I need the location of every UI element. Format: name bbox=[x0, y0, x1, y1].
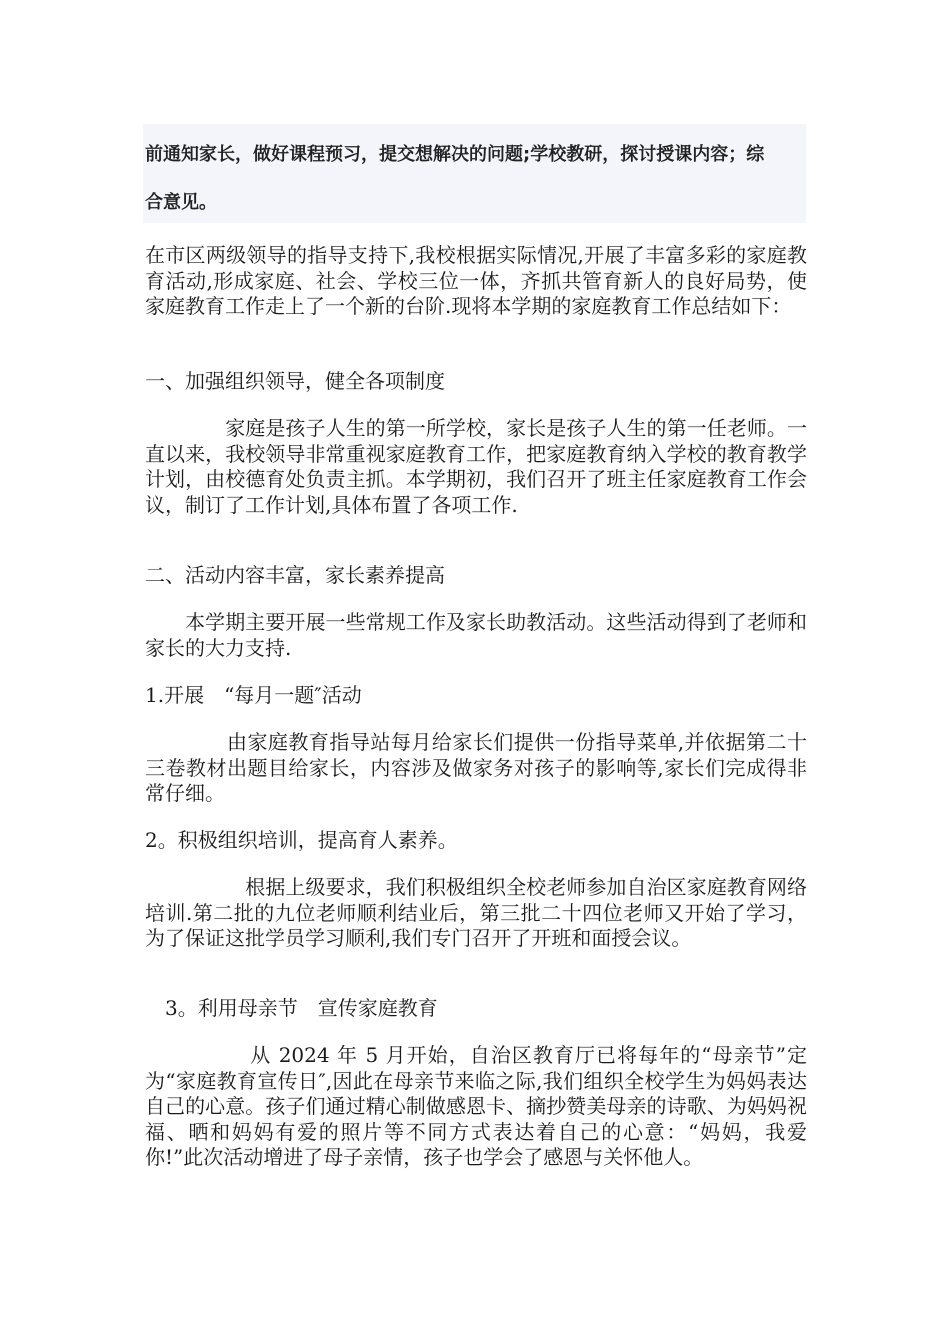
section-2-paragraph: 本学期主要开展一些常规工作及家长助教活动。这些活动得到了老师和家长的大力支持. bbox=[145, 610, 807, 660]
item-3-heading: 3。利用母亲节 宣传家庭教育 bbox=[145, 996, 438, 1020]
section-1-paragraph: 家庭是孩子人生的第一所学校，家长是孩子人生的第一任老师。一直以来，我校领导非常重视家庭教育工作，把家庭教育纳入学校的教育教学计划，由校德育处负责主抓。本学期初，我们召开了班主任家庭教育工作会议，制订了工作计划,具体布置了各项工作. bbox=[145, 416, 807, 517]
intro-paragraph: 在市区两级领导的指导支持下,我校根据实际情况,开展了丰富多彩的家庭教育活动,形成家庭、社会、学校三位一体，齐抓共管育新人的良好局势，使家庭教育工作走上了一个新的台阶.现将本学期的家庭教育工作总结如下： bbox=[145, 243, 807, 318]
item-2-paragraph: 根据上级要求，我们积极组织全校老师参加自治区家庭教育网络培训.第二批的九位老师顺利结业后，第三批二十四位老师又开始了学习，为了保证这批学员学习顺利,我们专门召开了开班和面授会议。 bbox=[145, 875, 807, 950]
item-1-heading: 1.开展 “每月一题″活动 bbox=[145, 683, 362, 707]
section-2-heading: 二、活动内容丰富，家长素养提高 bbox=[145, 563, 445, 587]
highlighted-note-line-2: 合意见。 bbox=[145, 192, 217, 213]
highlighted-note bbox=[143, 124, 806, 223]
item-2-heading: 2。积极组织培训，提高育人素养。 bbox=[145, 828, 458, 852]
item-3-paragraph: 从 2024 年 5 月开始，自治区教育厅已将每年的“母亲节”定为“家庭教育宣传日″,因此在母亲节来临之际,我们组织全校学生为妈妈表达自己的心意。孩子们通过精心制做感恩卡、摘抄赞美母亲的诗歌、为妈妈祝福、晒和妈妈有爱的照片等不同方式表达着自己的心意：“妈妈，我爱你!”此次活动增进了母子亲情，孩子也学会了感恩与关怀他人。 bbox=[145, 1043, 807, 1169]
highlighted-note-line-1: 前通知家长，做好课程预习，提交想解决的问题;学校教研，探讨授课内容；综 bbox=[145, 144, 765, 165]
section-1-heading: 一、加强组织领导，健全各项制度 bbox=[145, 369, 445, 393]
item-1-paragraph: 由家庭教育指导站每月给家长们提供一份指导菜单,并依据第二十三卷教材出题目给家长，内容涉及做家务对孩子的影响等,家长们完成得非常仔细。 bbox=[145, 730, 807, 805]
